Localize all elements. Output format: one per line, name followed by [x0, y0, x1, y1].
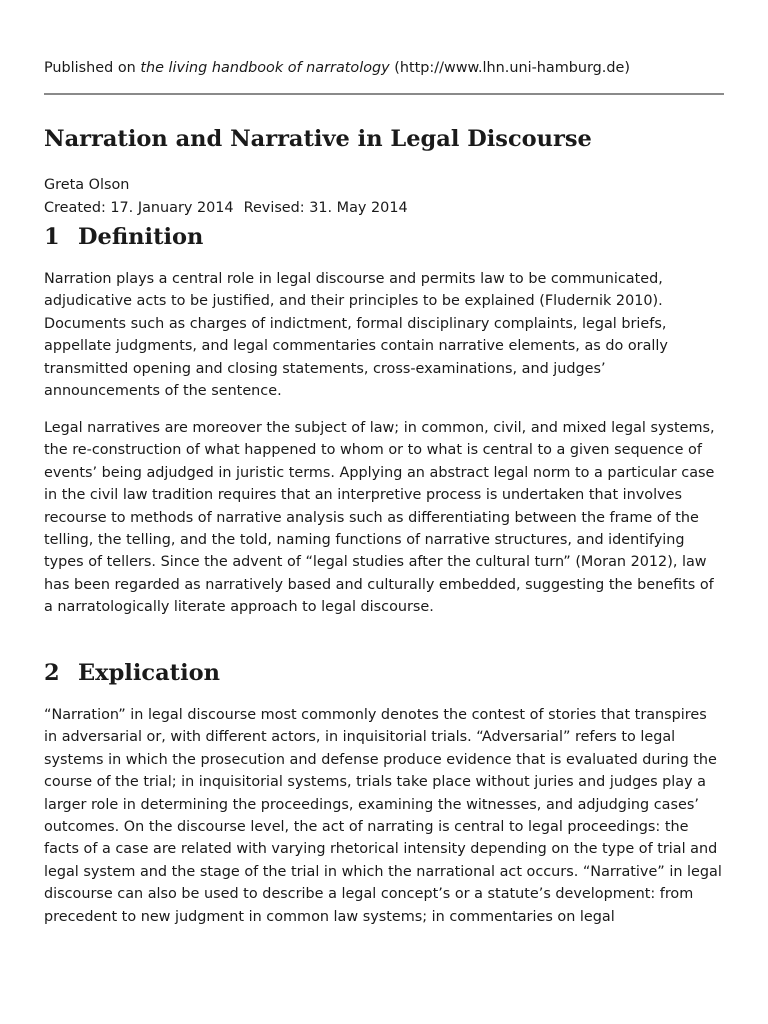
- created-date: Created: 17. January 2014: [44, 200, 234, 216]
- header-divider: [44, 93, 724, 95]
- author-name: Greta Olson: [44, 177, 130, 193]
- paragraph: Narration plays a central role in legal discourse and permits law to be communicated, adjudicative acts to be justified, and their principles to be explained (Fludernik 2010). Documents such as charges of indictment, formal disciplinary complaints, legal briefs, appellate judgments, and legal commentaries contain narrative elements, as do orally transmitted opening and closing statements, cross-examinations, and judges’ announcements of the sentence.: [44, 271, 668, 400]
- section-title: Definition: [78, 224, 204, 250]
- published-url: (http://www.lhn.uni-hamburg.de): [389, 60, 630, 76]
- section-number: 1: [44, 224, 60, 250]
- section-heading-definition: [44, 222, 203, 252]
- revised-date: Revised: 31. May 2014: [243, 200, 408, 216]
- published-source-title: the living handbook of narratology: [140, 60, 390, 76]
- section-number: 2: [44, 660, 60, 686]
- paragraph: Legal narratives are moreover the subject of law; in common, civil, and mixed legal systems, the re-construction of what happened to whom or to what is central to a given sequence of events’ being adjudged in juristic terms. Applying an abstract legal norm to a particular case in the civil law tradition requires that an interpretive process is undertaken that involves recourse to methods of narrative analysis such as differentiating between the frame of the telling, the telling, and the told, naming functions of narrative structures, and identifying types of tellers. Since the advent of “legal studies after the cultural turn” (Moran 2012), law has been regarded as narratively based and culturally embedded, suggesting the benefits of a narratologically literate approach to legal discourse.: [44, 420, 715, 616]
- paragraph: “Narration” in legal discourse most commonly denotes the contest of stories that transpires in adversarial or, with different actors, in inquisitorial trials. “Adversarial” refers to legal systems in which the prosecution and defense produce evidence that is evaluated during the course of the trial; in inquisitorial systems, trials take place without juries and judges play a larger role in determining the proceedings, examining the witnesses, and adjudging cases’ outcomes. On the discourse level, the act of narrating is central to legal proceedings: the facts of a case are related with varying rhetorical intensity depending on the type of trial and legal system and the stage of the trial in which the narrational act occurs. “Narrative” in legal discourse can also be used to describe a legal concept’s or a statute’s development: from precedent to new judgment in common law systems; in commentaries on legal: [44, 707, 722, 925]
- document-title: Narration and Narrative in Legal Discourse: [44, 126, 592, 152]
- section-title: Explication: [78, 660, 220, 686]
- published-on-line: [44, 58, 630, 78]
- document-dates: [44, 198, 408, 218]
- published-prefix: Published on: [44, 60, 141, 76]
- section-heading-explication: [44, 658, 220, 688]
